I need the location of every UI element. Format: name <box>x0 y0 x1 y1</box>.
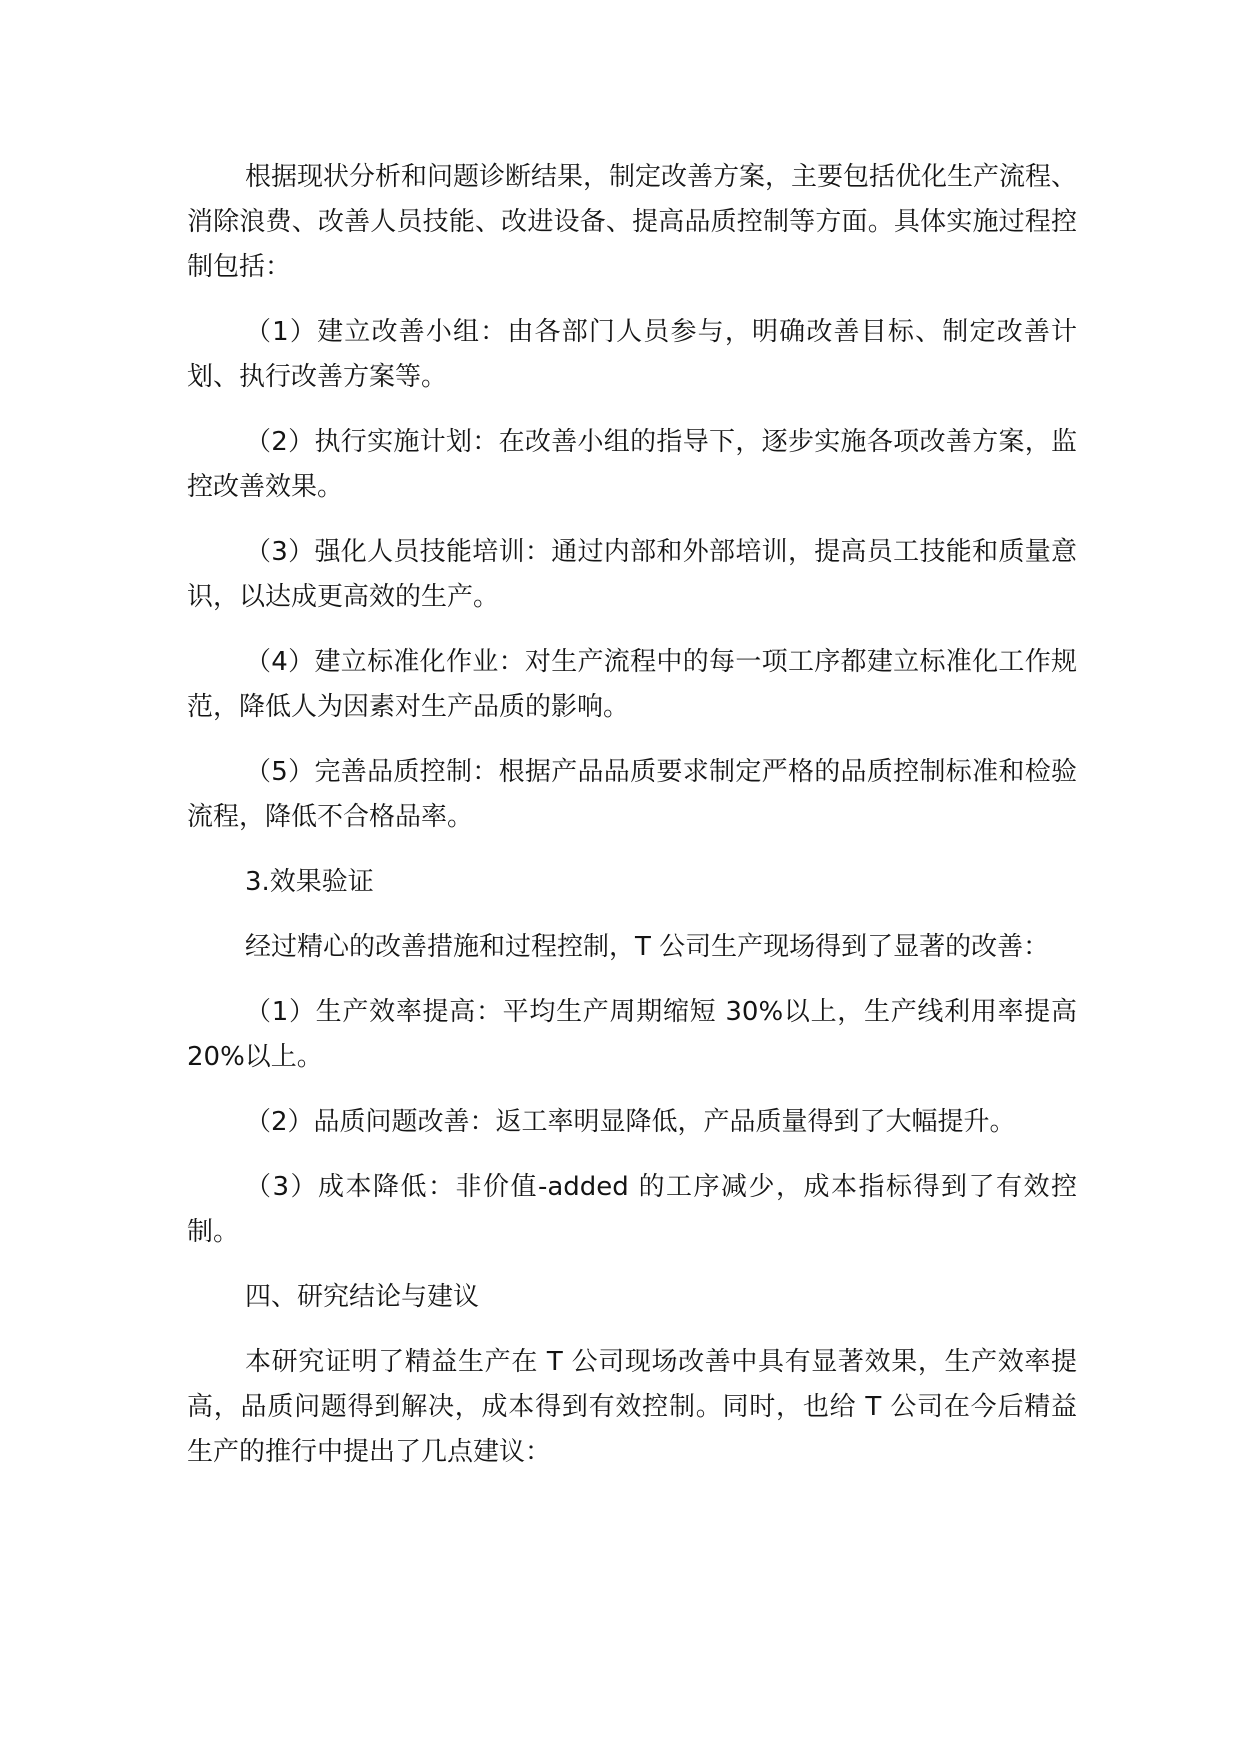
paragraph-plan-intro: 根据现状分析和问题诊断结果，制定改善方案，主要包括优化生产流程、消除浪费、改善人员技能、改进设备、提高品质控制等方面。具体实施过程控制包括： <box>187 162 1078 282</box>
section-heading-conclusion: 四、研究结论与建议 <box>245 1282 480 1312</box>
paragraph-effect-3: （3）成本降低：非价值-added 的工序减少，成本指标得到了有效控制。 <box>187 1172 1077 1247</box>
paragraph-step-3: （3）强化人员技能培训：通过内部和外部培训，提高员工技能和质量意识，以达成更高效的生产。 <box>187 537 1077 612</box>
paragraph-step-2: （2）执行实施计划：在改善小组的指导下，逐步实施各项改善方案，监控改善效果。 <box>187 427 1077 502</box>
paragraph-step-1: （1）建立改善小组：由各部门人员参与，明确改善目标、制定改善计划、执行改善方案等。 <box>187 317 1077 392</box>
document-body <box>187 155 1077 1495</box>
paragraph-effect-intro: 经过精心的改善措施和过程控制，T 公司生产现场得到了显著的改善： <box>245 932 1050 962</box>
section-heading-effect-verification: 3.效果验证 <box>245 867 374 897</box>
paragraph-step-5: （5）完善品质控制：根据产品品质要求制定严格的品质控制标准和检验流程，降低不合格品率。 <box>187 757 1077 832</box>
paragraph-step-4: （4）建立标准化作业：对生产流程中的每一项工序都建立标准化工作规范，降低人为因素对生产品质的影响。 <box>187 647 1077 722</box>
paragraph-conclusion: 本研究证明了精益生产在 T 公司现场改善中具有显著效果，生产效率提高，品质问题得到解决，成本得到有效控制。同时，也给 T 公司在今后精益生产的推行中提出了几点建议： <box>187 1347 1077 1467</box>
paragraph-effect-2: （2）品质问题改善：返工率明显降低，产品质量得到了大幅提升。 <box>245 1107 1016 1137</box>
paragraph-effect-1: （1）生产效率提高：平均生产周期缩短 30%以上，生产线利用率提高 20%以上。 <box>187 997 1077 1072</box>
